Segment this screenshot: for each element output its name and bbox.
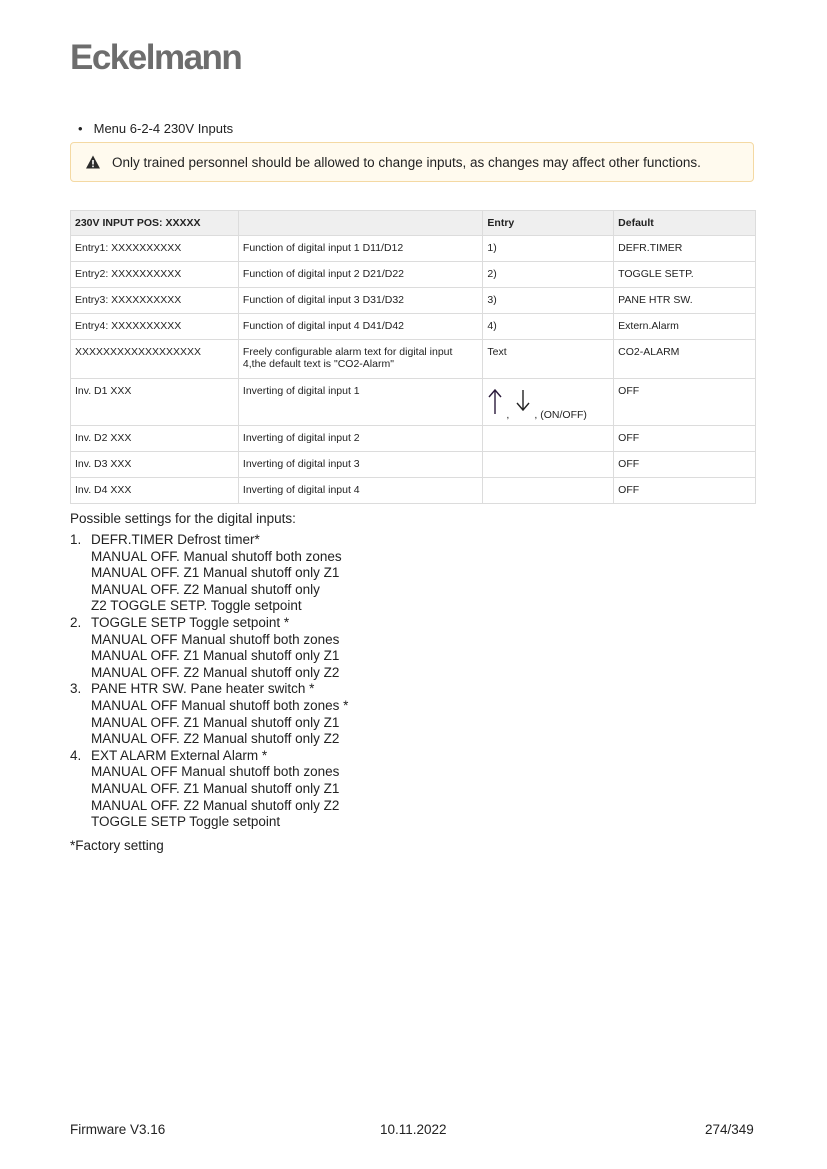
table-row xyxy=(71,236,756,262)
cell-default: OFF xyxy=(614,379,756,426)
list-item xyxy=(70,748,348,831)
inputs-table xyxy=(70,210,756,504)
bullet-dot: • xyxy=(78,121,83,136)
menu-title: Menu 6-2-4 230V Inputs xyxy=(93,121,234,136)
settings-list xyxy=(70,532,348,831)
cell-default: OFF xyxy=(614,426,756,452)
table-header-row xyxy=(71,211,756,236)
cell-default: TOGGLE SETP. xyxy=(614,262,756,288)
list-item xyxy=(70,681,348,747)
cell-parameter: Inv. D3 XXX xyxy=(71,452,239,478)
down-arrow-icon xyxy=(517,390,529,410)
table-row xyxy=(71,314,756,340)
cell-entry: Text xyxy=(483,340,614,379)
entry-separator: , xyxy=(506,409,510,421)
list-subitem: TOGGLE SETP Toggle setpoint xyxy=(91,814,281,830)
cell-default: Extern.Alarm xyxy=(614,314,756,340)
table-row xyxy=(71,288,756,314)
cell-default: OFF xyxy=(614,452,756,478)
list-subitem: MANUAL OFF Manual shutoff both zones xyxy=(91,764,340,780)
cell-description: Function of digital input 1 D11/D12 xyxy=(238,236,483,262)
cell-description: Inverting of digital input 2 xyxy=(238,426,483,452)
warning-box xyxy=(70,142,754,182)
header-description xyxy=(238,211,483,236)
table-row xyxy=(71,426,756,452)
cell-description: Freely configurable alarm text for digital input 4,the default text is "CO2-Alarm" xyxy=(238,340,483,379)
warning-icon xyxy=(85,154,101,170)
cell-parameter: XXXXXXXXXXXXXXXXXX xyxy=(71,340,239,379)
settings-intro: Possible settings for the digital inputs: xyxy=(70,511,296,526)
list-item xyxy=(70,615,348,681)
cell-parameter: Entry3: XXXXXXXXXX xyxy=(71,288,239,314)
list-item xyxy=(70,532,348,615)
cell-default: OFF xyxy=(614,478,756,504)
cell-parameter: Inv. D4 XXX xyxy=(71,478,239,504)
list-subitem: MANUAL OFF. Z1 Manual shutoff only Z1 xyxy=(91,648,340,664)
list-item-title: PANE HTR SW. Pane heater switch * xyxy=(91,681,315,697)
cell-entry: 4) xyxy=(483,314,614,340)
cell-description: Inverting of digital input 3 xyxy=(238,452,483,478)
list-number: 1. xyxy=(70,532,82,547)
list-subitem: MANUAL OFF Manual shutoff both zones * xyxy=(91,697,349,713)
cell-entry xyxy=(483,379,614,426)
cell-entry xyxy=(483,452,614,478)
header-default: Default xyxy=(614,211,756,236)
list-number: 2. xyxy=(70,614,82,630)
list-subitem: MANUAL OFF. Z2 Manual shutoff only xyxy=(91,581,320,597)
warning-text: Only trained personnel should be allowed to change inputs, as changes may affect other functions. xyxy=(112,154,701,170)
list-subitem: MANUAL OFF. Z2 Manual shutoff only Z2 xyxy=(91,664,340,680)
list-subitem: MANUAL OFF Manual shutoff both zones xyxy=(91,631,340,647)
cell-parameter: Inv. D2 XXX xyxy=(71,426,239,452)
cell-default: CO2-ALARM xyxy=(614,340,756,379)
cell-parameter: Entry1: XXXXXXXXXX xyxy=(71,236,239,262)
list-subitem: Z2 TOGGLE SETP. Toggle setpoint xyxy=(91,598,302,614)
cell-entry: 1) xyxy=(483,236,614,262)
cell-entry xyxy=(483,478,614,504)
cell-entry: 3) xyxy=(483,288,614,314)
table-row xyxy=(71,262,756,288)
factory-setting-note: *Factory setting xyxy=(70,838,164,853)
cell-default: DEFR.TIMER xyxy=(614,236,756,262)
cell-parameter: Entry4: XXXXXXXXXX xyxy=(71,314,239,340)
list-subitem: MANUAL OFF. Z1 Manual shutoff only Z1 xyxy=(91,780,340,796)
menu-bullet xyxy=(78,121,233,136)
footer-date: 10.11.2022 xyxy=(380,1122,447,1137)
up-down-arrow-icons xyxy=(487,387,533,417)
list-number: 4. xyxy=(70,747,82,763)
list-item-title: TOGGLE SETP Toggle setpoint * xyxy=(91,614,290,630)
list-item-title: DEFR.TIMER Defrost timer* xyxy=(91,532,260,547)
cell-default: PANE HTR SW. xyxy=(614,288,756,314)
list-item-title: EXT ALARM External Alarm * xyxy=(91,747,268,763)
cell-entry xyxy=(483,426,614,452)
cell-entry: 2) xyxy=(483,262,614,288)
eckelmann-logo: Eckelmann xyxy=(70,38,242,77)
cell-parameter: Inv. D1 XXX xyxy=(71,379,239,426)
cell-description: Inverting of digital input 4 xyxy=(238,478,483,504)
table-row xyxy=(71,452,756,478)
list-subitem: MANUAL OFF. Z2 Manual shutoff only Z2 xyxy=(91,797,340,813)
cell-description: Function of digital input 4 D41/D42 xyxy=(238,314,483,340)
table-row xyxy=(71,478,756,504)
entry-on-off: , (ON/OFF) xyxy=(534,409,587,421)
cell-parameter: Entry2: XXXXXXXXXX xyxy=(71,262,239,288)
cell-description: Function of digital input 3 D31/D32 xyxy=(238,288,483,314)
list-number: 3. xyxy=(70,681,82,697)
list-subitem: MANUAL OFF. Z2 Manual shutoff only Z2 xyxy=(91,731,340,747)
header-pos: 230V INPUT POS: XXXXX xyxy=(71,211,239,236)
cell-description: Function of digital input 2 D21/D22 xyxy=(238,262,483,288)
list-subitem: MANUAL OFF. Z1 Manual shutoff only Z1 xyxy=(91,565,340,581)
cell-description: Inverting of digital input 1 xyxy=(238,379,483,426)
list-subitem: MANUAL OFF. Manual shutoff both zones xyxy=(91,548,342,564)
list-subitem: MANUAL OFF. Z1 Manual shutoff only Z1 xyxy=(91,714,340,730)
table-row xyxy=(71,379,756,426)
footer-firmware: Firmware V3.16 xyxy=(70,1122,166,1137)
table-row xyxy=(71,340,756,379)
footer-page-number: 274/349 xyxy=(705,1122,754,1137)
up-arrow-icon xyxy=(489,390,501,414)
header-entry: Entry xyxy=(483,211,614,236)
